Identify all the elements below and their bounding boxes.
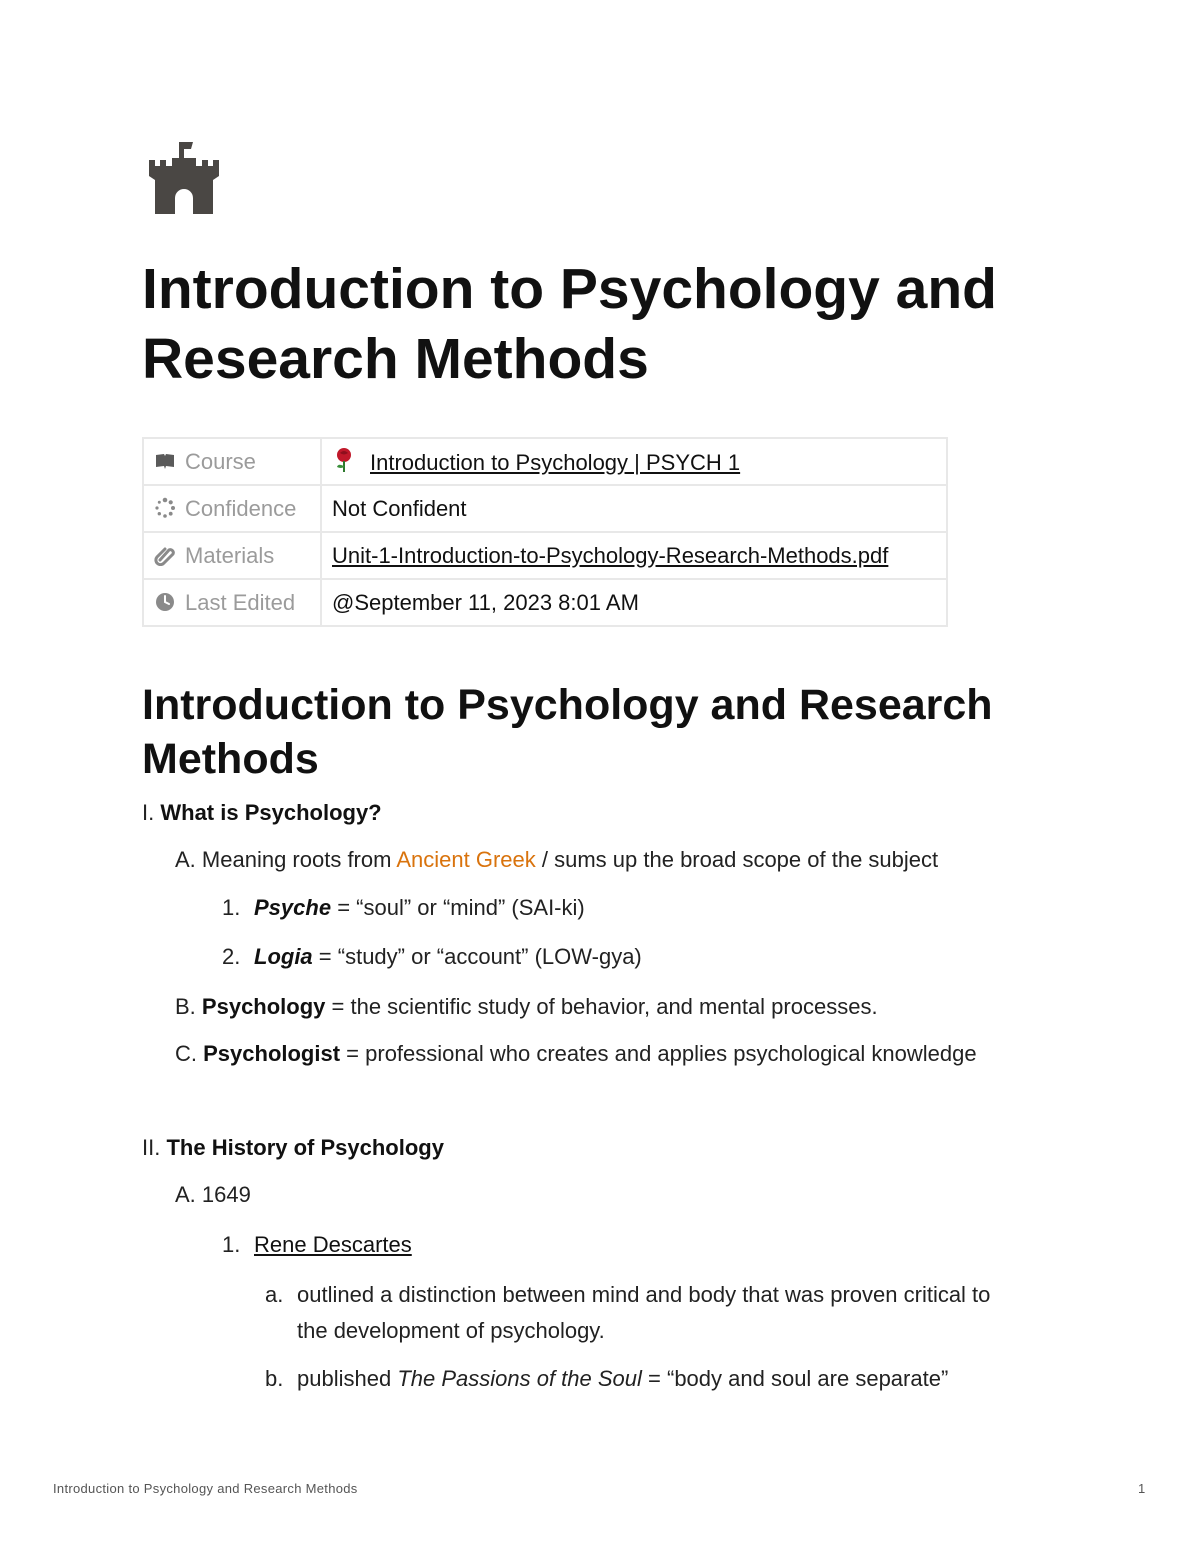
person-link[interactable]: Rene Descartes xyxy=(254,1232,412,1257)
page-title: Introduction to Psychology and Research Methods xyxy=(142,257,997,391)
property-value-materials[interactable] xyxy=(321,532,947,579)
highlighted-text: Ancient Greek xyxy=(396,847,536,872)
property-key-materials xyxy=(143,532,321,579)
list-marker: C. xyxy=(175,1041,197,1066)
property-row-confidence xyxy=(143,485,947,532)
property-key-confidence xyxy=(143,485,321,532)
property-label: Confidence xyxy=(185,495,297,521)
item-text: = “body and soul are separate” xyxy=(648,1366,949,1391)
item-text: outlined a distinction between mind and body that was proven critical to xyxy=(297,1282,991,1307)
list-marker: I. xyxy=(142,800,155,825)
outline-item-s1-a2 xyxy=(222,940,642,974)
properties-table xyxy=(142,437,948,627)
item-text: = “soul” or “mind” (SAI-ki) xyxy=(337,895,585,920)
list-marker: 2. xyxy=(222,944,241,969)
footer-title: Introduction to Psychology and Research Methods xyxy=(53,1481,358,1496)
list-marker: B. xyxy=(175,994,196,1019)
page-number: 1 xyxy=(1138,1481,1146,1496)
item-text: = professional who creates and applies psychological knowledge xyxy=(346,1041,977,1066)
outline-heading: The History of Psychology xyxy=(166,1135,444,1160)
property-row-materials xyxy=(143,532,947,579)
property-label: Last Edited xyxy=(185,589,296,615)
outline-item-s2-a1b xyxy=(265,1362,948,1396)
property-value-confidence[interactable]: Not Confident xyxy=(321,485,947,532)
outline-item-s1-b xyxy=(175,990,878,1024)
item-text: the development of psychology. xyxy=(297,1318,605,1343)
item-text: = “study” or “account” (LOW-gya) xyxy=(318,944,642,969)
outline-item-s1-c xyxy=(175,1037,977,1071)
materials-file-link[interactable]: Unit-1-Introduction-to-Psychology-Research-Methods.pdf xyxy=(332,542,889,568)
list-marker: 1. xyxy=(222,895,241,920)
item-text: published xyxy=(297,1366,392,1391)
property-row-course xyxy=(143,438,947,485)
outline-item-s2-a xyxy=(175,1178,251,1212)
outline-item-s1 xyxy=(142,796,382,830)
outline-item-s1-a1 xyxy=(222,891,585,925)
list-marker: a. xyxy=(265,1282,284,1307)
term: Psychologist xyxy=(203,1041,341,1066)
property-key-course xyxy=(143,438,321,485)
loading-spinner-icon xyxy=(154,497,176,519)
property-key-last-edited xyxy=(143,579,321,626)
clock-icon xyxy=(154,591,176,613)
course-link[interactable]: Introduction to Psychology | PSYCH 1 xyxy=(370,450,741,475)
list-marker: A. xyxy=(175,1182,196,1207)
outline-heading: What is Psychology? xyxy=(160,800,382,825)
property-row-last-edited xyxy=(143,579,947,626)
term: Psychology xyxy=(201,994,326,1019)
property-value-last-edited: @September 11, 2023 8:01 AM xyxy=(321,579,947,626)
item-text: = the scientific study of behavior, and mental processes. xyxy=(331,994,878,1019)
section-heading: Introduction to Psychology and Research Methods xyxy=(142,681,993,783)
outline-item-s2-a1a-continued xyxy=(297,1314,605,1348)
property-value-course[interactable] xyxy=(321,438,947,485)
list-marker: b. xyxy=(265,1366,284,1391)
term: Psyche xyxy=(254,895,332,920)
item-text: / sums up the broad scope of the subject xyxy=(541,847,939,872)
term: Logia xyxy=(254,944,313,969)
item-text: 1649 xyxy=(201,1182,251,1207)
outline-item-s2-a1 xyxy=(222,1228,412,1262)
list-marker: II. xyxy=(142,1135,161,1160)
outline-item-s2 xyxy=(142,1131,444,1165)
outline-item-s1-a xyxy=(175,843,938,877)
castle-icon xyxy=(148,140,220,216)
outline-item-s2-a1a xyxy=(265,1278,990,1312)
list-marker: 1. xyxy=(222,1232,241,1257)
property-label: Materials xyxy=(185,542,275,568)
item-text: Meaning roots from xyxy=(201,847,392,872)
paperclip-icon xyxy=(154,544,176,566)
rose-icon xyxy=(332,447,356,473)
list-marker: A. xyxy=(175,847,196,872)
book-title: The Passions of the Soul xyxy=(397,1366,642,1391)
book-icon xyxy=(154,450,176,472)
property-label: Course xyxy=(185,448,256,474)
